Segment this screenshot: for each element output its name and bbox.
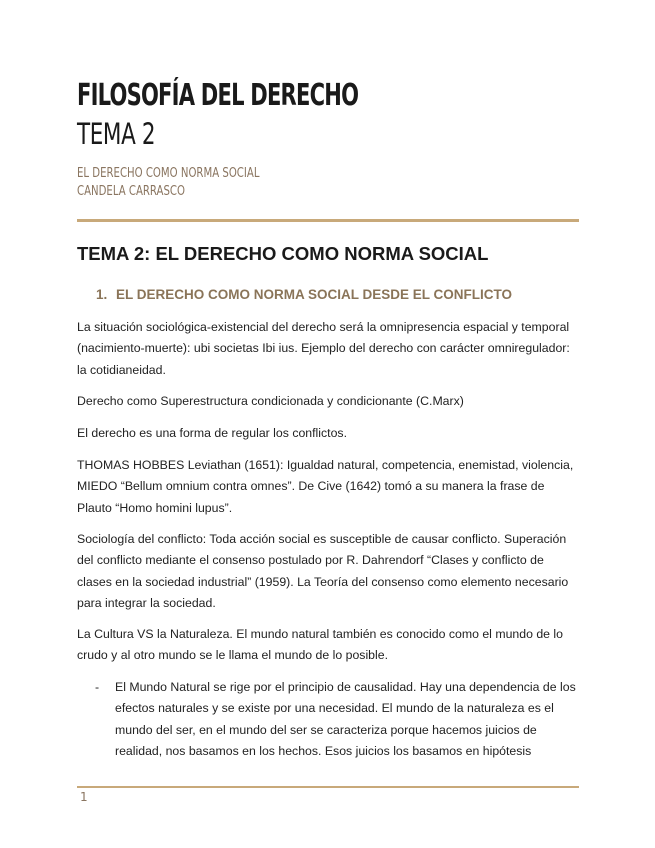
document-title: FILOSOFÍA DEL DERECHO: [77, 78, 359, 113]
paragraph-text: Derecho como Superestructura condicionada y condicionante (C.Marx): [77, 394, 464, 408]
paragraph-text: THOMAS HOBBES Leviathan (1651): Igualdad natural, competencia, enemistad, violencia, MIEDO “Bellum omnium contra omnes”. De Cive (1642) tomó a su manera la frase de Plauto “Homo homini lupus”.: [77, 458, 574, 515]
bullet-marker: -: [95, 680, 100, 694]
list-item-text: El Mundo Natural se rige por el principio de causalidad. Hay una dependencia de los efectos naturales y se existe por una necesidad. El mundo de la naturaleza es el mundo del ser, en el mundo del ser se caracteriza porque hacemos juicios de realidad, nos basamos en los hechos. Esos juicios los basamos en hipótesis: [115, 680, 576, 758]
paragraph-text: Sociología del conflicto: Toda acción social es susceptible de causar conflicto. Superación del conflicto mediante el consenso postulado por R. Dahrendorf “Clases y conflicto de clases en la sociedad industrial” (1959). La Teoría del consenso como elemento necesario para integrar la sociedad.: [77, 532, 569, 610]
document-topic: EL DERECHO COMO NORMA SOCIAL: [77, 166, 260, 181]
paragraph: [77, 317, 577, 381]
document-subtitle: TEMA 2: [77, 117, 156, 151]
section-title: EL DERECHO COMO NORMA SOCIAL DESDE EL CONFLICTO: [116, 287, 513, 302]
page-number: 1: [80, 790, 88, 804]
paragraph: [77, 624, 577, 667]
header-divider: [77, 219, 579, 222]
paragraph-text: La Cultura VS la Naturaleza. El mundo natural también es conocido como el mundo de lo crudo y al otro mundo se le llama el mundo de lo posible.: [77, 627, 564, 663]
paragraph: [77, 391, 577, 412]
paragraph: [77, 423, 577, 444]
footer-divider: [77, 786, 579, 788]
document-author: CANDELA CARRASCO: [77, 184, 185, 199]
paragraph: [77, 529, 577, 614]
paragraph: [77, 455, 577, 519]
section-number: 1.: [96, 287, 108, 302]
main-heading: TEMA 2: EL DERECHO COMO NORMA SOCIAL: [77, 243, 489, 264]
paragraph-text: La situación sociológica-existencial del derecho será la omnipresencia espacial y temporal (nacimiento-muerte): ubi societas Ibi ius. Ejemplo del derecho con carácter omniregulador: la cotidianeidad.: [77, 320, 570, 377]
section-heading: [96, 287, 512, 302]
paragraph-text: El derecho es una forma de regular los conflictos.: [77, 426, 347, 440]
